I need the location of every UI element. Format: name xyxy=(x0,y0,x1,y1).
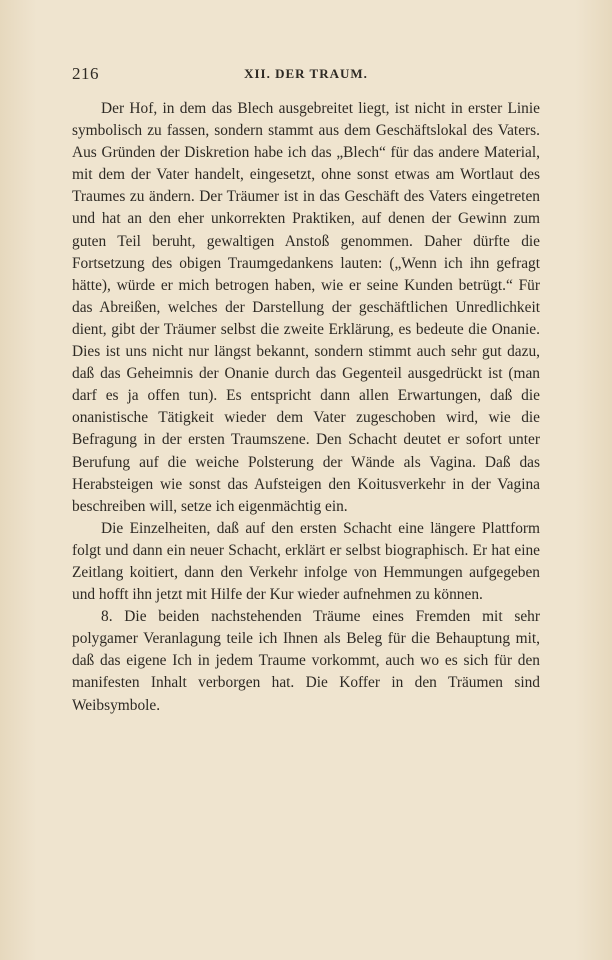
paragraph-1: Der Hof, in dem das Blech ausgebreitet liegt, ist nicht in erster Linie symbolisch zu fassen, sondern stammt aus dem Geschäftslokal des Vaters. Aus Gründen der Diskretion habe ich das „Blech“ für das andere Material, mit dem der Vater handelt, eingesetzt, ohne sonst etwas am Wortlaut des Traumes zu ändern. Der Träumer ist in das Geschäft des Vaters eingetreten und hat an den eher unkorrekten Praktiken, auf denen der Gewinn zum guten Teil beruht, gewaltigen Anstoß genommen. Daher dürfte die Fortsetzung des obigen Traumgedankens lauten: („Wenn ich ihn gefragt hätte), würde er mich betrogen haben, wie er seine Kunden betrügt.“ Für das Abreißen, welches der Darstellung der geschäftlichen Unredlichkeit dient, gibt der Träumer selbst die zweite Erklärung, es bedeute die Onanie. Dies ist uns nicht nur längst bekannt, sondern stimmt auch sehr gut dazu, daß das Geheimnis der Onanie durch das Gegenteil ausgedrückt ist (man darf es ja offen tun). Es entspricht dann allen Erwartungen, daß die onanistische Tätigkeit wieder dem Vater zugeschoben wird, wie die Befragung in der ersten Traumszene. Den Schacht deutet er sofort unter Berufung auf die weiche Polsterung der Wände als Vagina. Daß das Herabsteigen wie sonst das Aufsteigen den Koitusverkehr in der Vagina beschreiben will, setze ich eigenmächtig ein. xyxy=(72,100,540,515)
page-number: 216 xyxy=(72,64,99,83)
paragraph-2: Die Einzelheiten, daß auf den ersten Schacht eine längere Plattform folgt und dann ein neuer Schacht, erklärt er selbst biographisch. Er hat eine Zeitlang koitiert, dann den Verkehr infolge von Hemmungen aufgegeben und hofft ihn jetzt mit Hilfe der Kur wieder aufnehmen zu können. xyxy=(72,519,540,604)
body-text xyxy=(72,98,540,717)
paragraph-3: 8. Die beiden nachstehenden Träume eines Fremden mit sehr polygamer Veranlagung teile ich Ihnen als Beleg für die Behauptung mit, daß das eigene Ich in jedem Traume vorkommt, auch wo es sich für den manifesten Inhalt verborgen hat. Die Koffer in den Träumen sind Weibsymbole. xyxy=(72,608,540,714)
page-header xyxy=(72,64,540,86)
running-head: XII. DER TRAUM. xyxy=(244,66,368,81)
